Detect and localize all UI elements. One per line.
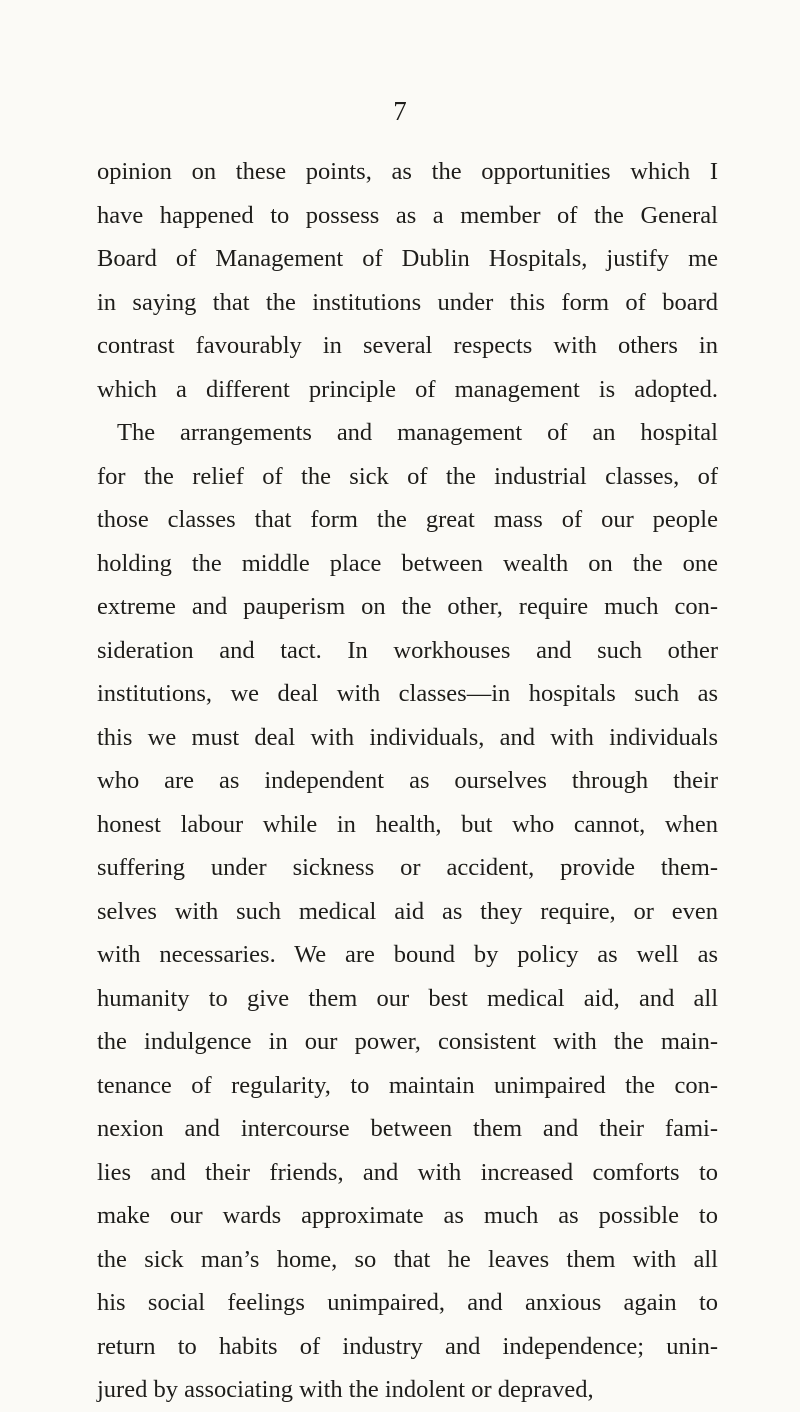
text-line: jured by associating with the indolent or depraved,: [97, 1376, 594, 1403]
text-line: lies and their friends, and with increased comforts to: [97, 1158, 718, 1186]
text-line: sideration and tact. In workhouses and such other: [97, 636, 718, 664]
text-line: Board of Management of Dublin Hospitals, justify me: [97, 245, 718, 272]
text-line: who are as independent as ourselves through their: [97, 767, 718, 794]
text-line: this we must deal with individuals, and with individuals: [97, 723, 718, 751]
text-line: those classes that form the great mass of our people: [97, 506, 718, 533]
text-line: in saying that the institutions under this form of board: [97, 288, 718, 316]
text-line: the sick man’s home, so that he leaves them with all: [97, 1245, 718, 1273]
text-line: for the relief of the sick of the industrial classes, of: [97, 462, 718, 490]
text-line: institutions, we deal with classes—in hospitals such as: [97, 680, 718, 707]
body-text: [97, 150, 718, 1412]
text-line: The arrangements and management of an hospital: [117, 419, 718, 446]
text-line: which a different principle of management is adopted.: [97, 375, 718, 403]
text-line: nexion and intercourse between them and their fami-: [97, 1115, 718, 1142]
text-line: contrast favourably in several respects with others in: [97, 332, 718, 359]
text-line: the indulgence in our power, consistent with the main-: [97, 1028, 718, 1055]
text-line: have happened to possess as a member of the General: [97, 201, 718, 229]
text-line: tenance of regularity, to maintain unimpaired the con-: [97, 1071, 718, 1099]
text-line: extreme and pauperism on the other, require much con-: [97, 593, 718, 620]
text-line: his social feelings unimpaired, and anxious again to: [97, 1289, 718, 1316]
text-line: selves with such medical aid as they require, or even: [97, 897, 718, 925]
text-line: with necessaries. We are bound by policy as well as: [97, 941, 718, 968]
text-line: make our wards approximate as much as possible to: [97, 1202, 718, 1229]
text-line: humanity to give them our best medical aid, and all: [97, 984, 718, 1012]
text-line: holding the middle place between wealth on the one: [97, 549, 718, 577]
text-line: honest labour while in health, but who cannot, when: [97, 810, 718, 838]
text-line: suffering under sickness or accident, provide them-: [97, 854, 718, 881]
text-line: return to habits of industry and independence; unin-: [97, 1332, 718, 1360]
text-line: opinion on these points, as the opportunities which I: [97, 158, 718, 185]
page-number: 7: [393, 96, 407, 126]
